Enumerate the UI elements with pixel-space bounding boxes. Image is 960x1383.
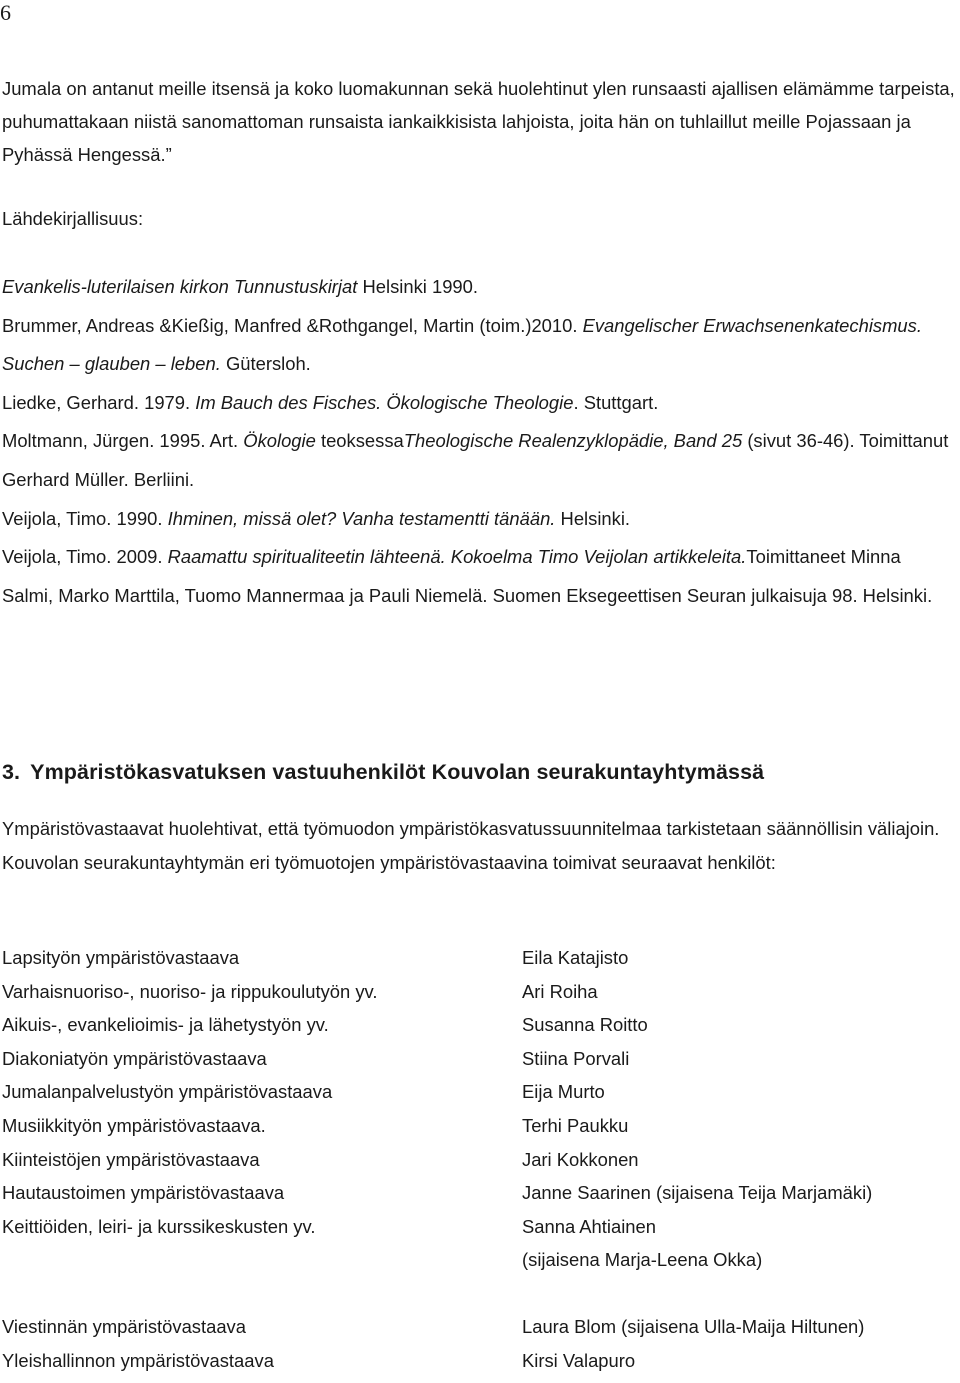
- quote-paragraph: Jumala on antanut meille itsensä ja koko luomakunnan sekä huolehtinut ylen runsaasti ajallisen elämämme tarpeista, puhumattakaan niistä sanomattoman runsaista iankaikkisista lahjoista, joita hän on tuhlaillut meille Pojassaan ja Pyhässä Hengessä.”: [2, 78, 955, 165]
- responsible-person: (sijaisena Marja-Leena Okka): [522, 1249, 763, 1271]
- entry-title: Evankelis-luterilaisen kirkon Tunnustuskirjat: [2, 276, 358, 297]
- responsible-person: Kirsi Valapuro: [522, 1349, 636, 1371]
- role-label: Diakoniatyön ympäristövastaava: [2, 1047, 267, 1069]
- responsible-person: Terhi Paukku: [522, 1114, 629, 1136]
- bibliography-entry: [2, 384, 956, 423]
- bibliography-entry: [2, 538, 956, 615]
- entry-title: Im Bauch des Fisches. Ökologische Theologie: [195, 391, 574, 413]
- role-label: Jumalanpalvelustyön ympäristövastaava: [2, 1081, 333, 1103]
- responsible-person: Stiina Porvali: [522, 1047, 630, 1069]
- responsibility-row: [2, 1182, 952, 1216]
- responsible-person: Eila Katajisto: [522, 947, 629, 968]
- responsible-person: Susanna Roitto: [522, 1014, 648, 1036]
- entry-rest: . Stuttgart.: [573, 391, 659, 413]
- entry-title-book: Theologische Realenzyklopädie, Band 25: [403, 430, 743, 452]
- entry-authors: Liedke, Gerhard. 1979.: [2, 391, 196, 413]
- entry-authors: Veijola, Timo. 2009.: [2, 546, 168, 568]
- bibliography-entry: [2, 268, 956, 307]
- bibliography-list: [2, 268, 956, 615]
- entry-connector: teoksessa: [315, 430, 404, 452]
- entry-title: Raamattu spiritualiteetin lähteenä. Kokoelma Timo Veijolan artikkeleita.: [167, 546, 747, 568]
- section-number: 3.: [2, 760, 21, 784]
- entry-title: Ökologie: [243, 430, 316, 452]
- bibliography-entry: [2, 500, 956, 539]
- role-label: Keittiöiden, leiri- ja kurssikeskusten yv.: [2, 1215, 316, 1237]
- entry-authors: Moltmann, Jürgen. 1995. Art.: [2, 430, 244, 452]
- entry-rest: Toimittaneet Minna Salmi, Marko Marttila, Tuomo Mannermaa ja Pauli Niemelä. Suomen Eksegeettisen Seuran julkaisuja 98. Helsinki.: [2, 546, 933, 606]
- bibliography-heading: Lähdekirjallisuus:: [2, 208, 144, 229]
- entry-rest: Helsinki 1990.: [357, 276, 478, 297]
- responsible-person: Jari Kokkonen: [522, 1148, 639, 1170]
- role-label: Yleishallinnon ympäristövastaava: [2, 1349, 274, 1371]
- responsibility-row: [2, 1350, 952, 1383]
- entry-authors: Veijola, Timo. 1990.: [2, 507, 168, 529]
- entry-rest: (sivut 36-46). Toimittanut Gerhard Müller. Berliini.: [2, 430, 949, 490]
- role-label: Kiinteistöjen ympäristövastaava: [2, 1148, 260, 1170]
- responsible-person: Eija Murto: [522, 1081, 605, 1103]
- responsible-person: Laura Blom (sijaisena Ulla-Maija Hiltunen): [522, 1315, 865, 1337]
- entry-title: Evangelischer Erwachsenenkatechismus. Suchen – glauben – leben.: [2, 314, 922, 375]
- section-title: Ympäristökasvatuksen vastuuhenkilöt Kouvolan seurakuntayhtymässä: [30, 760, 765, 784]
- bibliography-entry: [2, 307, 956, 384]
- section-intro: Ympäristövastaavat huolehtivat, että työmuodon ympäristökasvatussuunnitelmaa tarkistetaan säännöllisin väliajoin. Kouvolan seurakuntayhtymän eri työmuotojen ympäristövastaavina toimivat seuraavat henkilöt:: [2, 818, 940, 873]
- bibliography-entry: [2, 422, 956, 499]
- page-number: 6: [0, 0, 11, 25]
- role-label: Viestinnän ympäristövastaava: [2, 1315, 246, 1337]
- role-label: Hautaustoimen ympäristövastaava: [2, 1182, 285, 1204]
- responsibility-row: [2, 1081, 952, 1115]
- responsibility-row: [2, 1149, 952, 1183]
- entry-rest: Gütersloh.: [220, 353, 311, 375]
- responsibility-row: [2, 1014, 952, 1048]
- responsibility-row: [2, 1115, 952, 1149]
- responsibility-row: [2, 1048, 952, 1082]
- responsibility-row: [2, 1316, 952, 1350]
- responsible-person: Sanna Ahtiainen: [522, 1215, 656, 1237]
- responsibility-list: [2, 947, 952, 1383]
- responsible-person: Ari Roiha: [522, 980, 598, 1002]
- responsible-person: Janne Saarinen (sijaisena Teija Marjamäki): [522, 1182, 873, 1204]
- role-label: Varhaisnuoriso-, nuoriso- ja rippukoulutyön yv.: [2, 980, 378, 1002]
- role-label: Lapsityön ympäristövastaava: [2, 947, 240, 968]
- entry-title: Ihminen, missä olet? Vanha testamentti tänään.: [167, 507, 556, 529]
- entry-rest: Helsinki.: [555, 507, 631, 529]
- section-heading: [2, 760, 764, 785]
- responsibility-row: [2, 1216, 952, 1250]
- responsibility-row: [2, 1249, 952, 1283]
- role-label: Musiikkityön ympäristövastaava.: [2, 1114, 266, 1136]
- role-label: Aikuis-, evankelioimis- ja lähetystyön yv.: [2, 1014, 329, 1036]
- entry-authors: Brummer, Andreas &Kießig, Manfred &Rothgangel, Martin (toim.)2010.: [2, 314, 583, 336]
- responsibility-row: [2, 981, 952, 1015]
- responsibility-row: [2, 947, 952, 981]
